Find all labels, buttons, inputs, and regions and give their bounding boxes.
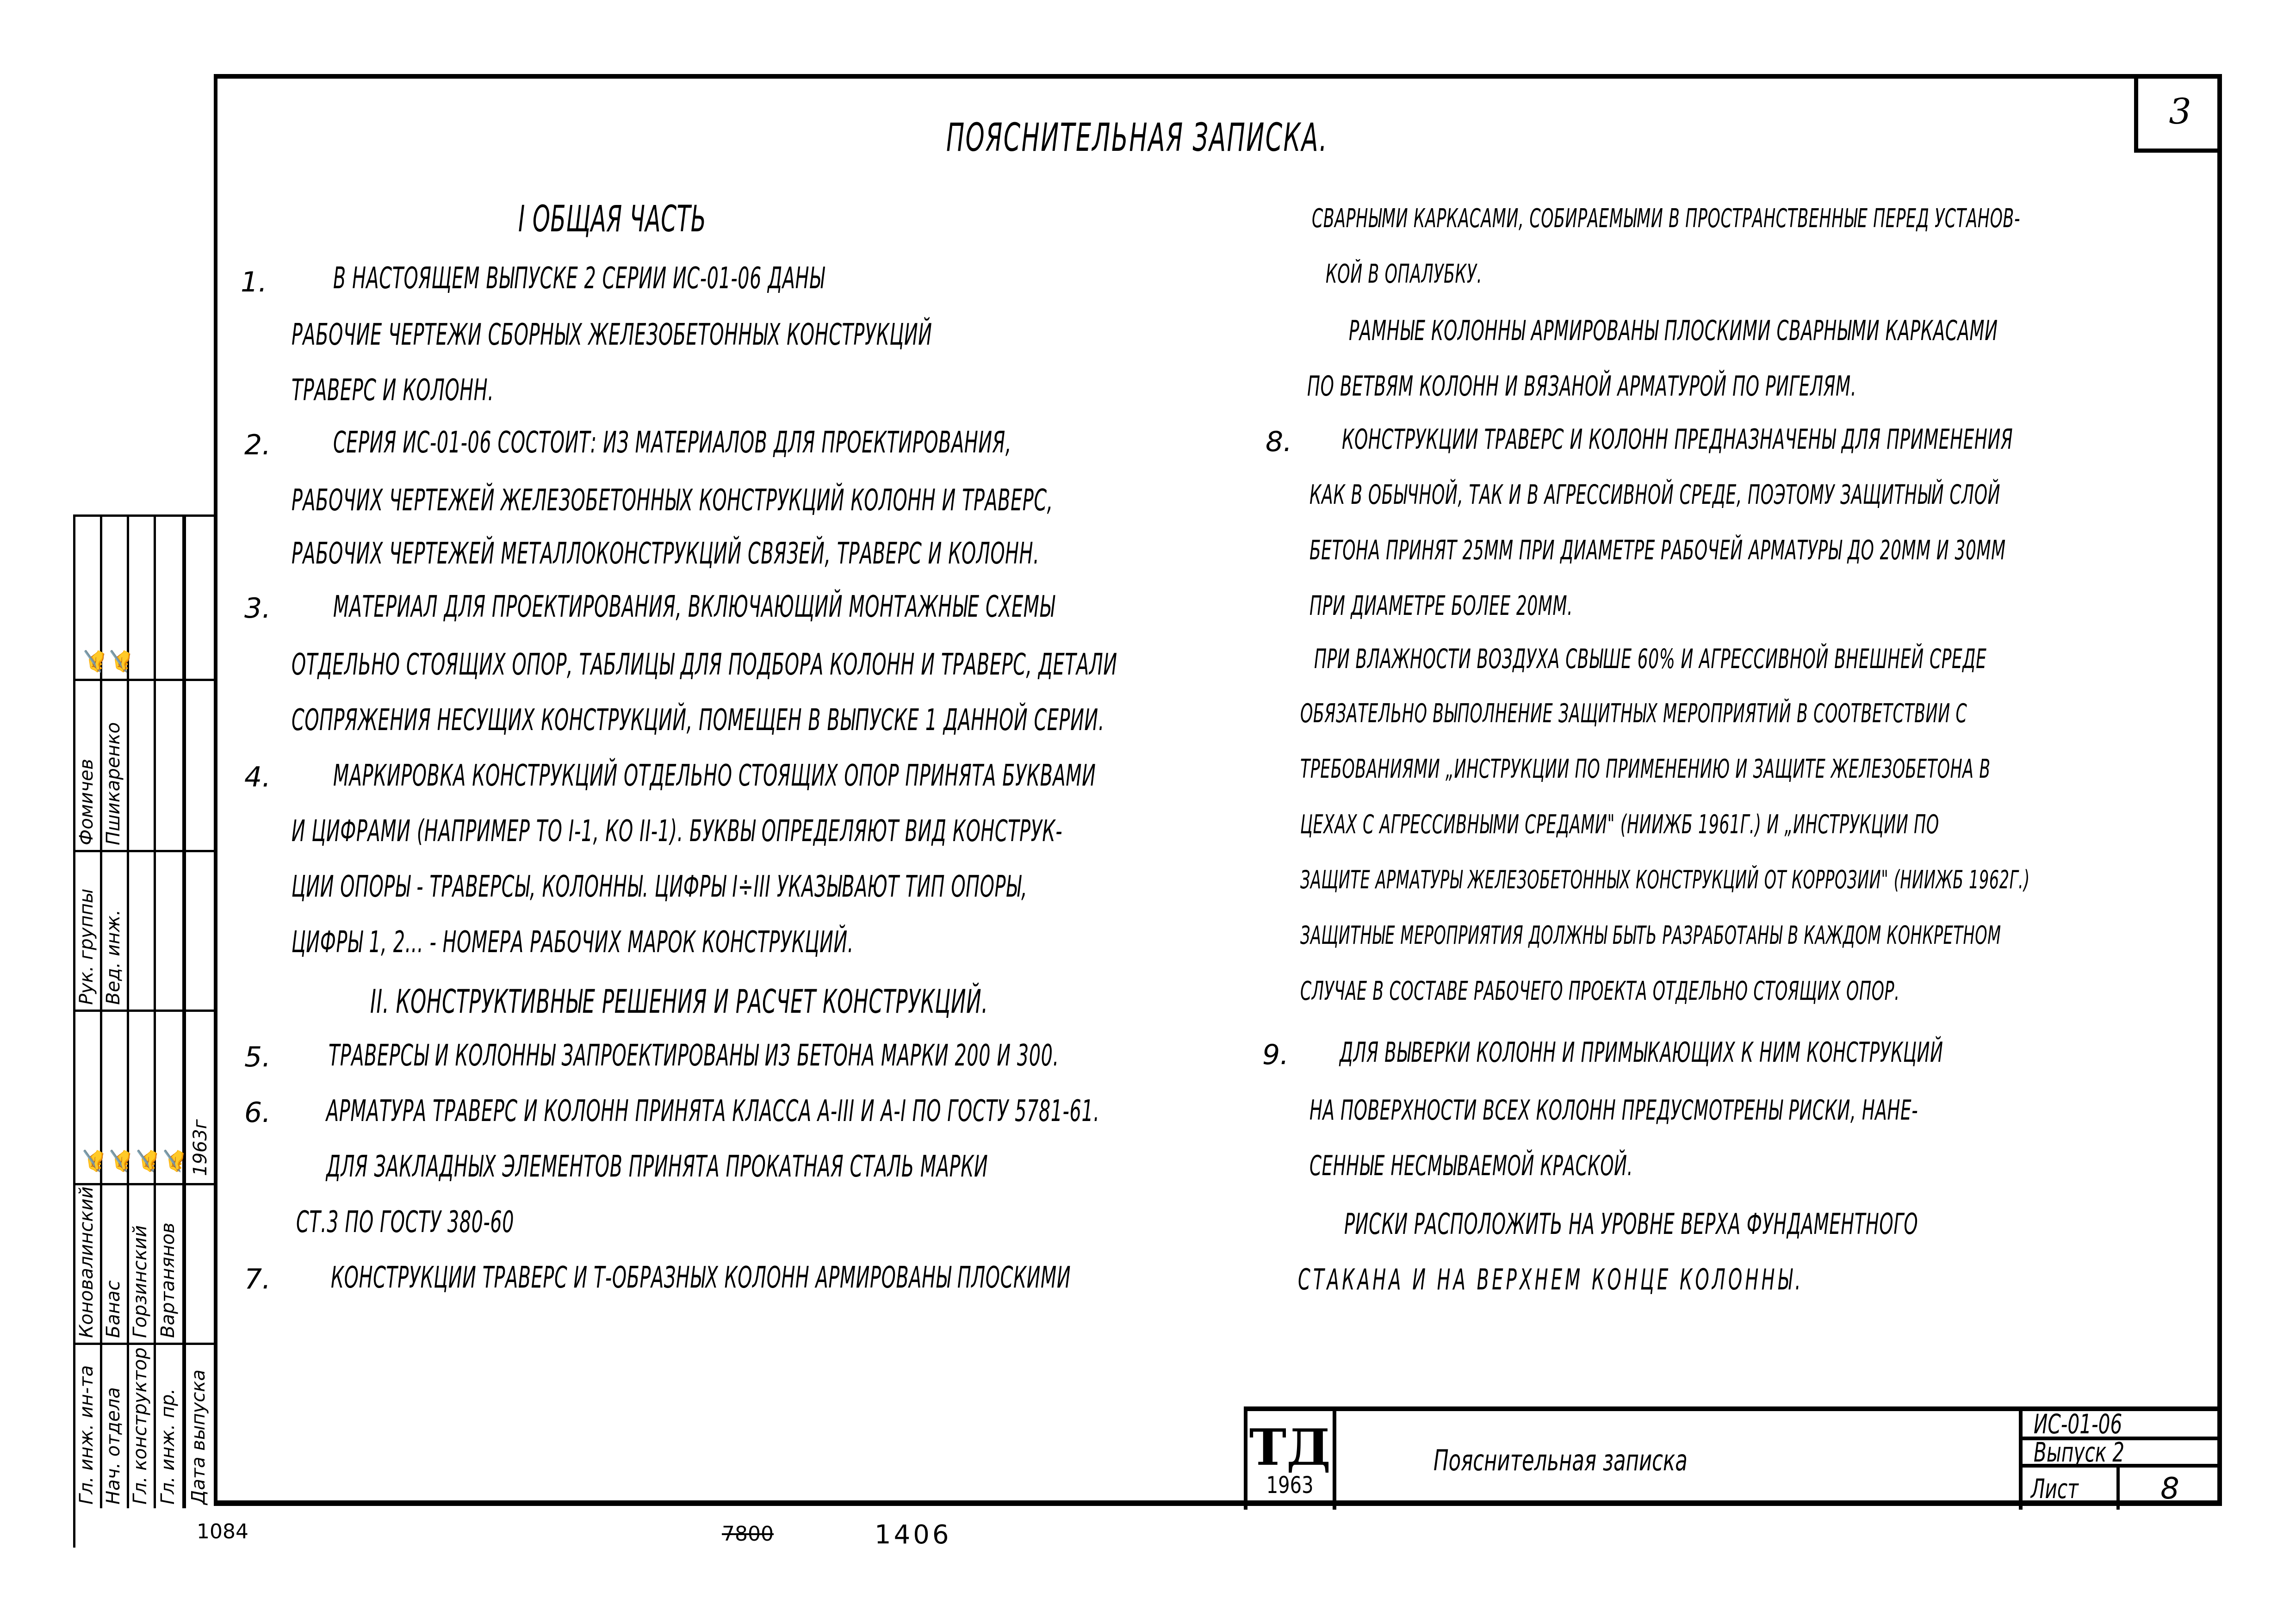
margin-number-left: 1084 — [197, 1520, 248, 1543]
paragraph-line: СЕРИЯ ИС-01-06 СОСТОИТ: ИЗ МАТЕРИАЛОВ ДЛЯ ПРОЕКТИРОВАНИЯ, — [333, 426, 1012, 460]
sheet-cell — [2023, 1468, 2221, 1510]
paragraph-line: И ЦИФРАМИ (НАПРИМЕР ТО I-1, КО II-1). БУКВЫ ОПРЕДЕЛЯЮТ ВИД КОНСТРУК- — [292, 814, 1063, 849]
stamp-position: Вед. инж. — [103, 909, 124, 1005]
paragraph-line: ЦЕХАХ С АГРЕССИВНЫМИ СРЕДАМИ" (НИИЖБ 1961Г.) И „ИНСТРУКЦИИ ПО — [1300, 810, 1939, 840]
paragraph-number: 9. — [1262, 1039, 1289, 1071]
stamp-line — [73, 1183, 217, 1185]
paragraph-line: СЕННЫЕ НЕСМЫВАЕМОЙ КРАСКОЙ. — [1309, 1150, 1633, 1182]
sheet-label: Лист — [2031, 1473, 2079, 1505]
paragraph-line: РАБОЧИХ ЧЕРТЕЖЕЙ МЕТАЛЛОКОНСТРУКЦИЙ СВЯЗЕЙ, ТРАВЕРС И КОЛОНН. — [292, 537, 1040, 571]
approval-stamp — [73, 514, 217, 1508]
stamp-position: Рук. группы — [76, 888, 97, 1005]
paragraph-line: ПРИ ДИАМЕТРЕ БОЛЕЕ 20ММ. — [1309, 590, 1573, 621]
paragraph-line: РАМНЫЕ КОЛОННЫ АРМИРОВАНЫ ПЛОСКИМИ СВАРНЫМИ КАРКАСАМИ — [1349, 315, 1998, 347]
paragraph-line: АРМАТУРА ТРАВЕРС И КОЛОНН ПРИНЯТА КЛАССА А-III И А-I ПО ГОСТУ 5781-61. — [326, 1094, 1100, 1128]
stamp-line — [73, 1343, 217, 1345]
signature-icon: ✍ — [159, 1146, 187, 1176]
signature-icon: ✍ — [80, 647, 108, 676]
paragraph-line: СТ.3 ПО ГОСТУ 380-60 — [296, 1205, 515, 1239]
paragraph-line: ПРИ ВЛАЖНОСТИ ВОЗДУХА СВЫШЕ 60% И АГРЕССИВНОЙ ВНЕШНЕЙ СРЕДЕ — [1314, 643, 1987, 675]
paragraph-line: РАБОЧИХ ЧЕРТЕЖЕЙ ЖЕЛЕЗОБЕТОННЫХ КОНСТРУКЦИЙ КОЛОНН И ТРАВЕРС, — [292, 483, 1053, 518]
sheet-label-cell — [2023, 1468, 2120, 1510]
paragraph-line: БЕТОНА ПРИНЯТ 25ММ ПРИ ДИАМЕТРЕ РАБОЧЕЙ АРМАТУРЫ ДО 20ММ И 30ММ — [1309, 534, 2006, 566]
issue-cell — [2023, 1436, 2221, 1468]
td-logo-mark: ТД — [1249, 1419, 1331, 1477]
paragraph-line: МАРКИРОВКА КОНСТРУКЦИЙ ОТДЕЛЬНО СТОЯЩИХ ОПОР ПРИНЯТА БУКВАМИ — [333, 759, 1096, 793]
stamp-name: Банас — [103, 1280, 124, 1338]
title-block — [1244, 1406, 2222, 1510]
paragraph-number: 6. — [244, 1096, 271, 1129]
stamp-name: Фомичев — [76, 759, 97, 845]
paragraph-number: 3. — [244, 592, 271, 625]
stamp-name: Горзинский — [130, 1225, 151, 1338]
signature-icon: ✍ — [79, 1146, 107, 1176]
sheet-value: 8 — [2160, 1471, 2179, 1506]
margin-number-center: 1406 — [875, 1520, 952, 1550]
paragraph-line: ЦИФРЫ 1, 2... - НОМЕРА РАБОЧИХ МАРОК КОНСТРУКЦИЙ. — [292, 925, 854, 960]
paragraph-line: ОБЯЗАТЕЛЬНО ВЫПОЛНЕНИЕ ЗАЩИТНЫХ МЕРОПРИЯТИЙ В СООТВЕТСТВИИ С — [1300, 699, 1967, 729]
stamp-name: Коновалинский — [76, 1186, 97, 1338]
sheet-value-cell — [2120, 1468, 2220, 1510]
paragraph-line: СОПРЯЖЕНИЯ НЕСУЩИХ КОНСТРУКЦИЙ, ПОМЕЩЕН В ВЫПУСКЕ 1 ДАННОЙ СЕРИИ. — [292, 703, 1105, 737]
margin-rule — [73, 1506, 75, 1548]
margin-number-struck: 7800 — [722, 1522, 774, 1546]
paragraph-line: ЗАЩИТНЫЕ МЕРОПРИЯТИЯ ДОЛЖНЫ БЫТЬ РАЗРАБОТАНЫ В КАЖДОМ КОНКРЕТНОМ — [1300, 921, 2001, 950]
stamp-name: Пшикаренко — [103, 722, 124, 845]
paragraph-line: ТРЕБОВАНИЯМИ „ИНСТРУКЦИИ ПО ПРИМЕНЕНИЮ И ЗАЩИТЕ ЖЕЛЕЗОБЕТОНА В — [1300, 754, 1991, 784]
stamp-line — [73, 679, 217, 681]
paragraph-line: КОНСТРУКЦИИ ТРАВЕРС И Т-ОБРАЗНЫХ КОЛОНН АРМИРОВАНЫ ПЛОСКИМИ — [331, 1261, 1071, 1295]
paragraph-line: РАБОЧИЕ ЧЕРТЕЖИ СБОРНЫХ ЖЕЛЕЗОБЕТОННЫХ КОНСТРУКЦИЙ — [292, 318, 932, 352]
section-heading-general: I ОБЩАЯ ЧАСТЬ — [518, 198, 707, 240]
paragraph-line: СТАКАНА И НА ВЕРХНЕМ КОНЦЕ КОЛОННЫ. — [1298, 1263, 1804, 1296]
signature-icon: ✍ — [105, 1146, 134, 1176]
paragraph-line: ДЛЯ ЗАКЛАДНЫХ ЭЛЕМЕНТОВ ПРИНЯТА ПРОКАТНАЯ СТАЛЬ МАРКИ — [326, 1150, 988, 1184]
paragraph-number: 5. — [244, 1041, 271, 1073]
title-block-name-cell — [1336, 1411, 2019, 1510]
signature-icon: ✍ — [105, 647, 134, 676]
paragraph-line: ТРАВЕРСЫ И КОЛОННЫ ЗАПРОЕКТИРОВАНЫ ИЗ БЕТОНА МАРКИ 200 И 300. — [329, 1039, 1059, 1073]
paragraph-line: ЗАЩИТЕ АРМАТУРЫ ЖЕЛЕЗОБЕТОННЫХ КОНСТРУКЦИЙ ОТ КОРРОЗИИ" (НИИЖБ 1962Г.) — [1300, 865, 2030, 894]
paragraph-line: ПО ВЕТВЯМ КОЛОНН И ВЯЗАНОЙ АРМАТУРОЙ ПО РИГЕЛЯМ. — [1307, 370, 1857, 403]
stamp-position: Дата выпуска — [188, 1369, 209, 1505]
stamp-date: 1963г — [190, 1119, 211, 1176]
paragraph-line: КОЙ В ОПАЛУБКУ. — [1326, 259, 1483, 289]
paragraph-line: ДЛЯ ВЫВЕРКИ КОЛОНН И ПРИМЫКАЮЩИХ К НИМ КОНСТРУКЦИЙ — [1340, 1036, 1943, 1069]
title-block-codes — [2019, 1408, 2221, 1510]
paragraph-line: МАТЕРИАЛ ДЛЯ ПРОЕКТИРОВАНИЯ, ВКЛЮЧАЮЩИЙ МОНТАЖНЫЕ СХЕМЫ — [333, 590, 1055, 624]
paragraph-line: ОТДЕЛЬНО СТОЯЩИХ ОПОР, ТАБЛИЦЫ ДЛЯ ПОДБОРА КОЛОНН И ТРАВЕРС, ДЕТАЛИ — [292, 648, 1117, 682]
stamp-position: Нач. отдела — [103, 1387, 124, 1505]
paragraph-line: СВАРНЫМИ КАРКАСАМИ, СОБИРАЕМЫМИ В ПРОСТРАНСТВЕННЫЕ ПЕРЕД УСТАНОВ- — [1312, 204, 2021, 234]
paragraph-line: СЛУЧАЕ В СОСТАВЕ РАБОЧЕГО ПРОЕКТА ОТДЕЛЬНО СТОЯЩИХ ОПОР. — [1300, 976, 1900, 1006]
stamp-line — [73, 1010, 217, 1012]
paragraph-line: КОНСТРУКЦИИ ТРАВЕРС И КОЛОНН ПРЕДНАЗНАЧЕНЫ ДЛЯ ПРИМЕНЕНИЯ — [1342, 423, 2013, 456]
title-block-logo — [1247, 1411, 1336, 1510]
stamp-position: Гл. конструктор — [130, 1347, 151, 1505]
stamp-line — [73, 850, 217, 852]
series-code: ИС-01-06 — [2034, 1408, 2122, 1440]
stamp-name: Вартанянов — [157, 1222, 179, 1338]
issue-label: Выпуск 2 — [2034, 1436, 2125, 1468]
stamp-position: Гл. инж. пр. — [157, 1388, 179, 1505]
paragraph-number: 7. — [244, 1263, 271, 1295]
paragraph-line: ТРАВЕРС И КОЛОНН. — [292, 373, 494, 408]
paragraph-number: 8. — [1266, 426, 1292, 458]
td-logo-year: 1963 — [1266, 1472, 1314, 1499]
paragraph-line: ЦИИ ОПОРЫ - ТРАВЕРСЫ, КОЛОННЫ. ЦИФРЫ I÷III УКАЗЫВАЮТ ТИП ОПОРЫ, — [292, 870, 1028, 904]
stamp-line — [73, 514, 217, 517]
paragraph-line: НА ПОВЕРХНОСТИ ВСЕХ КОЛОНН ПРЕДУСМОТРЕНЫ РИСКИ, НАНЕ- — [1309, 1094, 1918, 1127]
page-number-box — [2134, 74, 2222, 153]
paragraph-number: 2. — [244, 429, 271, 461]
paragraph-number: 1. — [241, 266, 267, 298]
paragraph-line: В НАСТОЯЩЕМ ВЫПУСКЕ 2 СЕРИИ ИС-01-06 ДАНЫ — [333, 261, 825, 296]
paragraph-line: РИСКИ РАСПОЛОЖИТЬ НА УРОВНЕ ВЕРХА ФУНДАМЕНТНОГО — [1344, 1207, 1918, 1241]
stamp-position: Гл. инж. ин-та — [76, 1365, 97, 1505]
page-title: ПОЯСНИТЕЛЬНАЯ ЗАПИСКА. — [946, 115, 1328, 160]
page-number: 3 — [2169, 91, 2191, 132]
paragraph-number: 4. — [244, 761, 271, 793]
section-heading-structural: II. КОНСТРУКТИВНЫЕ РЕШЕНИЯ И РАСЧЕТ КОНСТРУКЦИЙ. — [370, 983, 988, 1021]
title-block-name: Пояснительная записка — [1433, 1443, 1688, 1477]
signature-icon: ✍ — [132, 1146, 161, 1176]
paragraph-line: КАК В ОБЫЧНОЙ, ТАК И В АГРЕССИВНОЙ СРЕДЕ, ПОЭТОМУ ЗАЩИТНЫЙ СЛОЙ — [1309, 479, 2001, 510]
